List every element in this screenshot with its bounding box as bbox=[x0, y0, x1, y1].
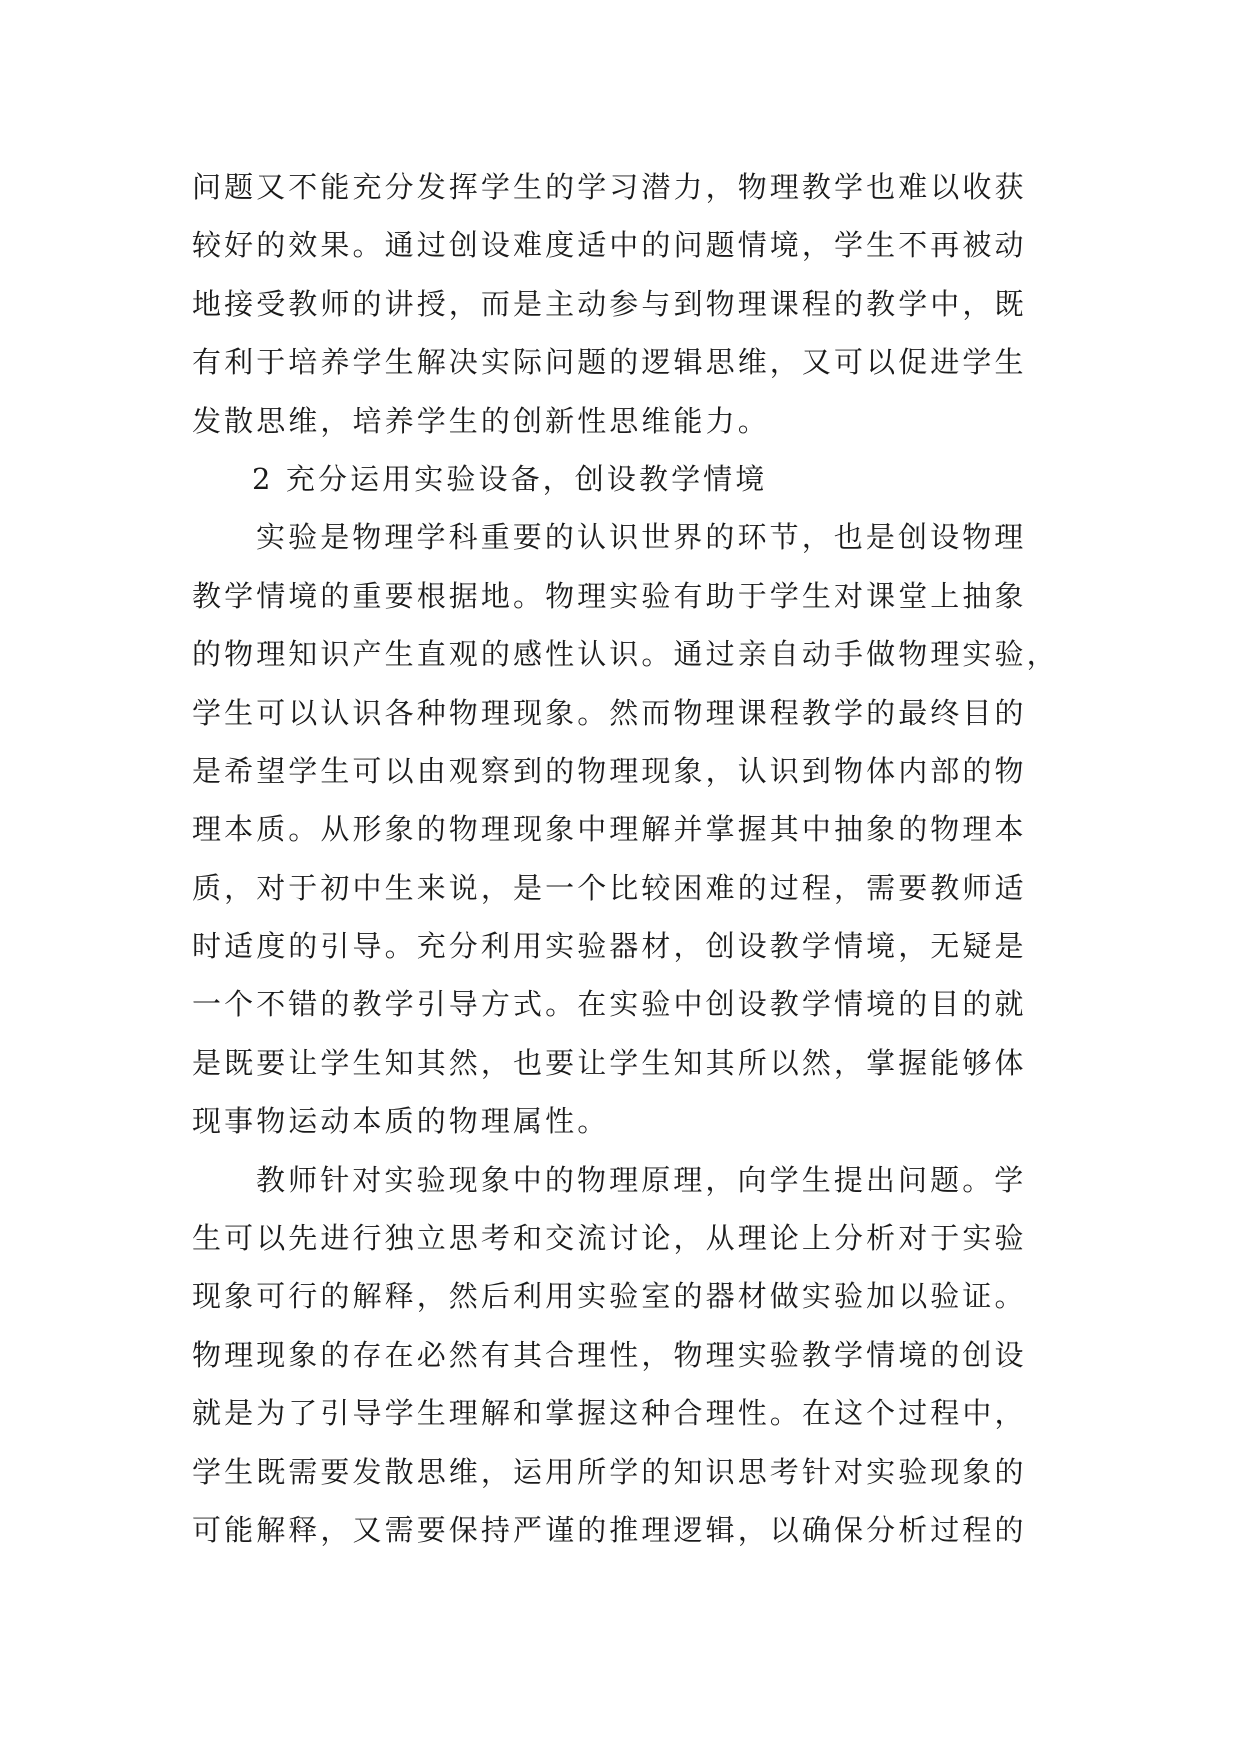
text-line: 可能解释，又需要保持严谨的推理逻辑，以确保分析过程的 bbox=[192, 1512, 1027, 1547]
text-line: 物理现象的存在必然有其合理性，物理实验教学情境的创设 bbox=[192, 1337, 1027, 1372]
text-line: 是既要让学生知其然，也要让学生知其所以然，掌握能够体 bbox=[192, 1045, 1027, 1080]
text-line: 理本质。从形象的物理现象中理解并掌握其中抽象的物理本 bbox=[192, 812, 1027, 847]
text-line: 的物理知识产生直观的感性认识。通过亲自动手做物理实验， bbox=[192, 637, 1059, 672]
section-heading: 2 充分运用实验设备，创设教学情境 bbox=[252, 461, 768, 496]
body-text bbox=[192, 158, 1059, 1559]
text-line: 问题又不能充分发挥学生的学习潜力，物理教学也难以收获 bbox=[192, 170, 1027, 204]
text-line: 较好的效果。通过创设难度适中的问题情境，学生不再被动 bbox=[192, 228, 1027, 263]
text-line: 质，对于初中生来说，是一个比较困难的过程，需要教师适 bbox=[192, 870, 1027, 905]
text-line: 生可以先进行独立思考和交流讨论，从理论上分析对于实验 bbox=[192, 1221, 1027, 1256]
text-line: 一个不错的教学引导方式。在实验中创设教学情境的目的就 bbox=[192, 987, 1027, 1022]
text-line: 现事物运动本质的物理属性。 bbox=[192, 1104, 610, 1139]
text-line: 时适度的引导。充分利用实验器材，创设教学情境，无疑是 bbox=[192, 929, 1027, 964]
text-line: 就是为了引导学生理解和掌握这种合理性。在这个过程中， bbox=[192, 1396, 1027, 1431]
text-line: 实验是物理学科重要的认识世界的环节，也是创设物理 bbox=[256, 520, 1027, 555]
text-line: 学生既需要发散思维，运用所学的知识思考针对实验现象的 bbox=[192, 1454, 1027, 1489]
text-line: 是希望学生可以由观察到的物理现象，认识到物体内部的物 bbox=[192, 753, 1027, 788]
text-line: 现象可行的解释，然后利用实验室的器材做实验加以验证。 bbox=[192, 1279, 1027, 1314]
text-line: 发散思维，培养学生的创新性思维能力。 bbox=[192, 403, 770, 438]
text-line: 教师针对实验现象中的物理原理，向学生提出问题。学 bbox=[256, 1162, 1027, 1197]
text-line: 有利于培养学生解决实际问题的逻辑思维，又可以促进学生 bbox=[192, 345, 1027, 380]
text-line: 学生可以认识各种物理现象。然而物理课程教学的最终目的 bbox=[192, 695, 1027, 730]
text-line: 地接受教师的讲授，而是主动参与到物理课程的教学中，既 bbox=[192, 286, 1027, 321]
text-line: 教学情境的重要根据地。物理实验有助于学生对课堂上抽象 bbox=[192, 578, 1027, 613]
